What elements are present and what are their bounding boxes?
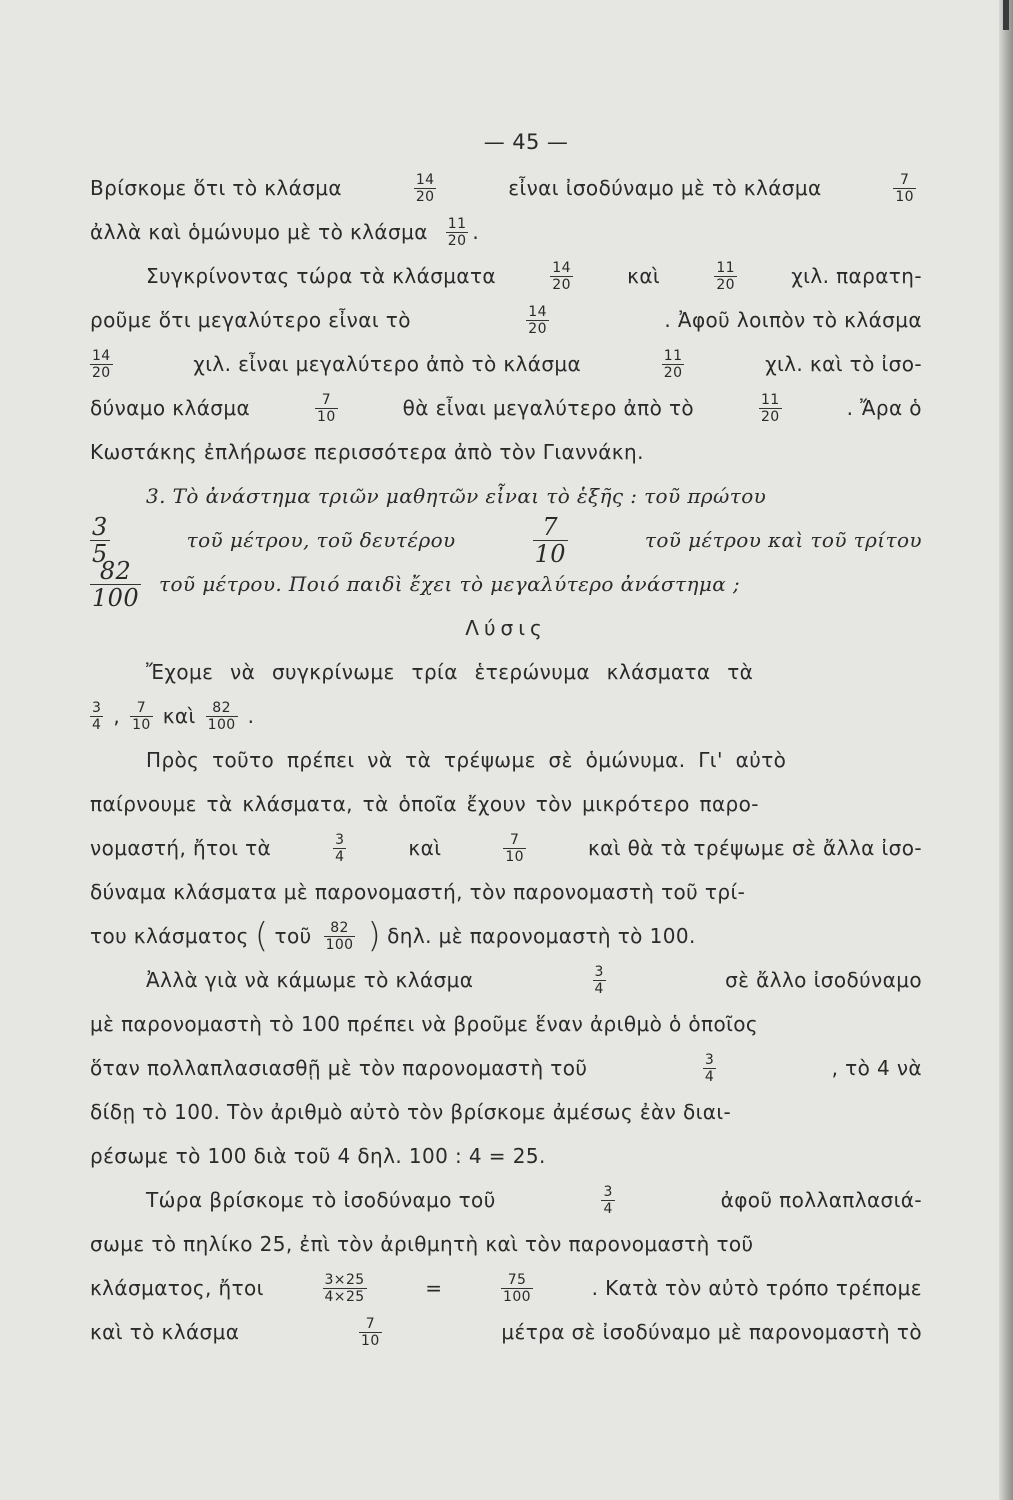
text-line-21 [90, 1046, 922, 1090]
text: καὶ τὸ κλάσμα [90, 1320, 240, 1344]
fraction [662, 348, 685, 381]
denominator: 20 [447, 232, 467, 249]
denominator: 10 [132, 716, 151, 733]
text: του κλάσματος [90, 924, 249, 948]
text: χιλ. εἶναι μεγαλύτερο ἀπὸ τὸ κλάσμα [193, 352, 582, 376]
numerator: 11 [761, 391, 780, 408]
text-line-27 [90, 1310, 922, 1354]
fraction [324, 920, 356, 953]
text: Κωστάκης ἐπλήρωσε περισσότερα ἀπὸ τὸν Γιαννάκη. [90, 440, 644, 464]
numerator: 82 [330, 919, 349, 936]
numerator: 7 [510, 831, 520, 848]
text-line-20 [90, 1002, 922, 1046]
numerator: 7 [900, 171, 910, 188]
fraction [501, 1272, 533, 1305]
denominator: 5 [92, 539, 108, 568]
denominator: 100 [503, 1288, 531, 1305]
text: δίδῃ τὸ 100. Τὸν ἀριθμὸ αὐτὸ τὸν βρίσκομε ἀμέσως ἐὰν διαι- [90, 1100, 732, 1124]
text-line-5 [90, 342, 922, 386]
text: εἶναι ἰσοδύναμο μὲ τὸ κλάσμα [508, 176, 822, 200]
numerator: 7 [365, 1315, 375, 1332]
page-edge-mark [1003, 0, 1009, 30]
text: Συγκρίνοντας τώρα τὰ κλάσματα [146, 264, 497, 288]
text: καὶ [162, 704, 196, 728]
text: Πρὸς τοῦτο πρέπει νὰ τὰ τρέψωμε σὲ ὁμώνυμα. Γι' αὐτὸ [146, 748, 787, 772]
numerator: 3 [92, 699, 102, 716]
text: τοῦ μέτρου καὶ τοῦ τρίτου [644, 528, 922, 552]
text-line-2 [90, 210, 922, 254]
text: . Ἀφοῦ λοιπὸν τὸ κλάσμα [664, 308, 922, 332]
text-line-25 [90, 1222, 922, 1266]
text: = [425, 1276, 443, 1300]
text-line-16 [90, 826, 922, 870]
text-line-15 [90, 782, 922, 826]
text: . Κατὰ τὸν αὐτὸ τρόπο τρέπομε [591, 1276, 922, 1300]
denominator: 4 [92, 716, 102, 733]
fraction [533, 514, 568, 567]
text-line-7 [90, 430, 922, 474]
text: ὅταν πολλαπλασιασθῇ μὲ τὸν παρονομαστὴ τοῦ [90, 1056, 588, 1080]
text-line-13 [90, 694, 922, 738]
text-line-18 [90, 914, 922, 958]
numerator: 11 [447, 215, 467, 232]
text: ἀλλὰ καὶ ὁμώνυμο μὲ τὸ κλάσμα [90, 220, 428, 244]
text: χιλ. καὶ τὸ ἰσο- [765, 352, 922, 376]
fraction [593, 964, 606, 997]
text: τοῦ μέτρου, τοῦ δευτέρου [186, 528, 456, 552]
numerator: 14 [552, 259, 571, 276]
fraction [703, 1052, 716, 1085]
numerator: 82 [212, 699, 231, 716]
fraction [714, 260, 737, 293]
text: καὶ [627, 264, 661, 288]
text-line-17 [90, 870, 922, 914]
numerator: 3 [704, 1051, 715, 1068]
text-line-4 [90, 298, 922, 342]
text: παίρνουμε τὰ κλάσματα, τὰ ὁποῖα ἔχουν τὸν μικρότερο παρο- [90, 792, 759, 816]
denominator: 20 [716, 276, 735, 293]
problem-line-2 [90, 512, 922, 568]
numerator: 14 [528, 303, 547, 320]
text: Βρίσκομε ὅτι τὸ κλάσμα [90, 176, 343, 200]
text: καὶ [408, 836, 442, 860]
fraction [130, 700, 153, 733]
text-line-6 [90, 386, 922, 430]
numerator: 3 [603, 1183, 613, 1200]
fraction [414, 172, 437, 205]
text: θὰ εἶναι μεγαλύτερο ἀπὸ τὸ [402, 396, 695, 420]
fraction [90, 348, 113, 381]
text: μέτρα σὲ ἰσοδύναμο μὲ παρονομαστὴ τὸ [501, 1320, 922, 1344]
numerator: 14 [415, 171, 435, 188]
denominator: 20 [761, 408, 780, 425]
numerator: 82 [99, 556, 132, 585]
denominator: 10 [361, 1332, 380, 1349]
fraction [526, 304, 549, 337]
text: νομαστή, ἤτοι τὰ [90, 836, 272, 860]
fraction [315, 392, 338, 425]
text-line-3 [90, 254, 922, 298]
denominator: 100 [207, 716, 236, 733]
fraction [601, 1184, 614, 1217]
text: 3. Τὸ ἀνάστημα τριῶν μαθητῶν εἶναι τὸ ἑξῆς : τοῦ πρώτου [146, 484, 767, 508]
denominator: 20 [528, 320, 547, 337]
text: , [113, 704, 121, 728]
text: σὲ ἄλλο ἰσοδύναμο [725, 968, 922, 992]
fraction [206, 700, 238, 733]
text: τοῦ μέτρου. Ποιό παιδὶ ἔχει τὸ μεγαλύτερο ἀνάστημα ; [159, 572, 741, 596]
text: Τώρα βρίσκομε τὸ ἰσοδύναμο τοῦ [146, 1188, 496, 1212]
text-line-19 [90, 958, 922, 1002]
page-number: — 45 — [483, 130, 569, 154]
page-body [90, 120, 922, 1354]
text: δηλ. μὲ παρονομαστὴ τὸ 100. [387, 924, 696, 948]
problem-line-3 [90, 556, 922, 612]
text: σωμε τὸ πηλίκο 25, ἐπὶ τὸν ἀριθμητὴ καὶ τὸν παρονομαστὴ τοῦ [90, 1232, 754, 1256]
text-line-1 [90, 166, 922, 210]
fraction [90, 558, 141, 611]
paren-open: ( [254, 916, 269, 956]
fraction [503, 832, 526, 865]
text-line-24 [90, 1178, 922, 1222]
text-line-23 [90, 1134, 922, 1178]
text: ρέσωμε τὸ 100 διὰ τοῦ 4 δηλ. 100 : 4 = 25. [90, 1144, 546, 1168]
denominator: 20 [663, 364, 683, 381]
text-line-22 [90, 1090, 922, 1134]
fraction [333, 832, 346, 865]
text: καὶ θὰ τὰ τρέψωμε σὲ ἄλλα ἰσο- [587, 836, 922, 860]
denominator: 100 [325, 936, 354, 953]
text: Λύσις [465, 616, 547, 640]
text: . [472, 220, 480, 244]
denominator: 4×25 [324, 1288, 365, 1305]
text: δύναμα κλάσματα μὲ παρονομαστή, τὸν παρονομαστὴ τοῦ τρί- [90, 880, 746, 904]
fraction [446, 216, 469, 249]
denominator: 20 [415, 188, 435, 205]
text-line-12 [90, 650, 922, 694]
denominator: 20 [92, 364, 111, 381]
text: ροῦμε ὅτι μεγαλύτερο εἶναι τὸ [90, 308, 411, 332]
text: χιλ. παρατη- [791, 264, 922, 288]
text: Ἔχομε νὰ συγκρίνωμε τρία ἑτερώνυμα κλάσματα τὰ [146, 660, 754, 684]
solution-heading [90, 606, 922, 650]
denominator: 4 [603, 1200, 613, 1217]
denominator: 4 [594, 980, 604, 997]
numerator: 3 [594, 963, 604, 980]
fraction [323, 1272, 367, 1305]
denominator: 100 [92, 583, 140, 612]
numerator: 7 [542, 512, 559, 541]
denominator: 10 [534, 539, 566, 568]
fraction [550, 260, 573, 293]
denominator: 10 [505, 848, 524, 865]
text: ἀφοῦ πολλαπλασιά- [720, 1188, 922, 1212]
numerator: 3 [335, 831, 345, 848]
text: . Ἄρα ὁ [846, 396, 922, 420]
denominator: 4 [704, 1068, 715, 1085]
text: δύναμο κλάσμα [90, 396, 251, 420]
numerator: 75 [507, 1271, 527, 1288]
numerator: 11 [663, 347, 683, 364]
fraction [90, 700, 103, 733]
text: μὲ παρονομαστὴ τὸ 100 πρέπει νὰ βροῦμε ἕναν ἀριθμὸ ὁ ὁποῖος [90, 1012, 759, 1036]
denominator: 4 [335, 848, 345, 865]
text: , τὸ 4 νὰ [831, 1056, 922, 1080]
fraction [893, 172, 916, 205]
fraction [359, 1316, 382, 1349]
problem-statement [90, 474, 922, 518]
text: κλάσματος, ἤτοι [90, 1276, 264, 1300]
denominator: 10 [317, 408, 336, 425]
numerator: 3 [92, 512, 108, 541]
page-edge [999, 0, 1013, 1500]
numerator: 14 [92, 347, 111, 364]
fraction [759, 392, 782, 425]
denominator: 20 [552, 276, 571, 293]
text: Ἀλλὰ γιὰ νὰ κάμωμε τὸ κλάσμα [146, 968, 474, 992]
text: . [247, 704, 255, 728]
text: τοῦ [274, 924, 312, 948]
text-line-26 [90, 1266, 922, 1310]
denominator: 10 [895, 188, 914, 205]
numerator: 7 [321, 391, 331, 408]
paren-close: ) [367, 916, 382, 956]
numerator: 3×25 [324, 1271, 365, 1288]
text-line-14 [90, 738, 922, 782]
numerator: 7 [136, 699, 147, 716]
numerator: 11 [716, 259, 735, 276]
